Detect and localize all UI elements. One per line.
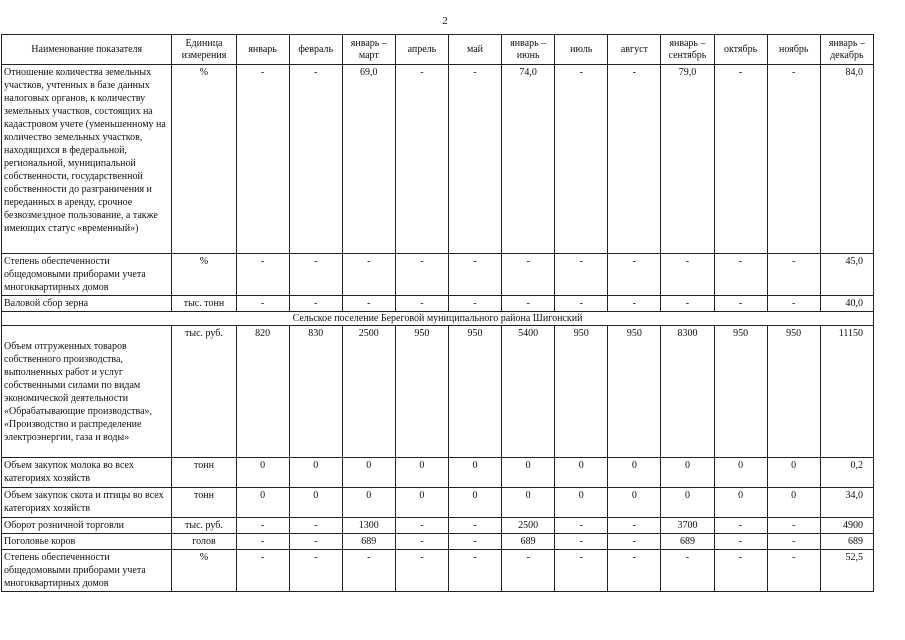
- value-cell: 2500: [342, 326, 395, 458]
- value-cell: 4900: [820, 518, 873, 534]
- value-cell: -: [395, 534, 448, 550]
- value-cell: -: [608, 296, 661, 312]
- value-cell: -: [395, 550, 448, 592]
- value-cell: -: [767, 550, 820, 592]
- table-row: [2, 488, 874, 518]
- value-cell: 0: [236, 488, 289, 518]
- value-cell: 689: [502, 534, 555, 550]
- table-row: [2, 550, 874, 592]
- value-cell: -: [714, 254, 767, 296]
- value-cell: -: [714, 518, 767, 534]
- value-cell: 11150: [820, 326, 873, 458]
- unit-cell: %: [172, 254, 236, 296]
- value-cell: -: [555, 254, 608, 296]
- indicator-name: Объем отгруженных товаров собственного производства, выполненных работ и услуг собственными силами по видам экономической деятельности «Обрабатывающие производства», «Производство и распределение электроэнергии, газа и воды»: [2, 326, 172, 458]
- value-cell: -: [236, 518, 289, 534]
- value-cell: -: [448, 65, 501, 254]
- table-row: [2, 254, 874, 296]
- value-cell: -: [502, 254, 555, 296]
- value-cell: 950: [714, 326, 767, 458]
- value-cell: 830: [289, 326, 342, 458]
- value-cell: 0: [767, 488, 820, 518]
- value-cell: -: [555, 65, 608, 254]
- value-cell: -: [661, 550, 714, 592]
- value-cell: -: [555, 296, 608, 312]
- header-month: апрель: [395, 35, 448, 65]
- header-month: январь – июнь: [502, 35, 555, 65]
- value-cell: 0: [661, 458, 714, 488]
- header-month: январь – сентябрь: [661, 35, 714, 65]
- value-cell: -: [767, 534, 820, 550]
- value-cell: -: [342, 550, 395, 592]
- value-cell: 0: [767, 458, 820, 488]
- value-cell: 45,0: [820, 254, 873, 296]
- value-cell: -: [767, 518, 820, 534]
- table-row: [2, 458, 874, 488]
- unit-cell: тонн: [172, 488, 236, 518]
- table-header-row: [2, 35, 874, 65]
- value-cell: -: [289, 254, 342, 296]
- value-cell: -: [608, 550, 661, 592]
- table-row: [2, 326, 874, 458]
- header-month: октябрь: [714, 35, 767, 65]
- value-cell: 950: [555, 326, 608, 458]
- value-cell: 69,0: [342, 65, 395, 254]
- value-cell: -: [608, 534, 661, 550]
- value-cell: -: [714, 550, 767, 592]
- indicator-name: Оборот розничной торговли: [2, 518, 172, 534]
- table-body: [2, 65, 874, 592]
- header-name: Наименование показателя: [2, 35, 172, 65]
- section-title: Сельское поселение Береговой муниципального района Шигонский: [2, 312, 874, 326]
- value-cell: 79,0: [661, 65, 714, 254]
- value-cell: 52,5: [820, 550, 873, 592]
- unit-cell: %: [172, 550, 236, 592]
- unit-cell: тонн: [172, 458, 236, 488]
- unit-cell: тыс. руб.: [172, 326, 236, 458]
- unit-cell: голов: [172, 534, 236, 550]
- value-cell: -: [236, 296, 289, 312]
- value-cell: -: [289, 550, 342, 592]
- value-cell: 0: [714, 488, 767, 518]
- value-cell: -: [608, 518, 661, 534]
- value-cell: 0: [448, 458, 501, 488]
- value-cell: 0: [236, 458, 289, 488]
- value-cell: -: [608, 65, 661, 254]
- value-cell: 3700: [661, 518, 714, 534]
- value-cell: 0: [395, 458, 448, 488]
- value-cell: -: [236, 254, 289, 296]
- value-cell: 0: [608, 458, 661, 488]
- value-cell: -: [661, 254, 714, 296]
- value-cell: 0: [395, 488, 448, 518]
- value-cell: -: [767, 254, 820, 296]
- value-cell: -: [289, 296, 342, 312]
- value-cell: 689: [661, 534, 714, 550]
- value-cell: -: [236, 534, 289, 550]
- value-cell: -: [236, 550, 289, 592]
- value-cell: -: [395, 518, 448, 534]
- header-month: февраль: [289, 35, 342, 65]
- value-cell: -: [342, 296, 395, 312]
- value-cell: -: [555, 550, 608, 592]
- page-number: 2: [442, 15, 448, 27]
- indicator-name: Отношение количества земельных участков, учтенных в базе данных налоговых органов, к количеству земельных участков, состоящих на кадастровом учете (уменьшенному на количество земельных участков, находящихся в федеральной, региональной, муниципальной собственности, государственной собственности до разграничения и переданных в аренду, срочное безвозмездное пользование, а также имеющих статус «временный»): [2, 65, 172, 254]
- value-cell: 0: [289, 458, 342, 488]
- value-cell: -: [395, 65, 448, 254]
- value-cell: 689: [342, 534, 395, 550]
- header-month: ноябрь: [767, 35, 820, 65]
- value-cell: 34,0: [820, 488, 873, 518]
- value-cell: 0: [502, 488, 555, 518]
- value-cell: 0: [555, 488, 608, 518]
- value-cell: 74,0: [502, 65, 555, 254]
- value-cell: 0,2: [820, 458, 873, 488]
- value-cell: -: [767, 65, 820, 254]
- value-cell: -: [714, 65, 767, 254]
- value-cell: 0: [342, 488, 395, 518]
- value-cell: 0: [555, 458, 608, 488]
- value-cell: 0: [608, 488, 661, 518]
- table-row: [2, 296, 874, 312]
- value-cell: -: [448, 550, 501, 592]
- value-cell: -: [714, 534, 767, 550]
- value-cell: 8300: [661, 326, 714, 458]
- value-cell: 0: [342, 458, 395, 488]
- header-month: июль: [555, 35, 608, 65]
- header-month: январь – март: [342, 35, 395, 65]
- header-month: август: [608, 35, 661, 65]
- header-unit: Единица измерения: [172, 35, 236, 65]
- value-cell: 950: [448, 326, 501, 458]
- header-month: январь – декабрь: [820, 35, 873, 65]
- indicator-name: Объем закупок молока во всех категориях хозяйств: [2, 458, 172, 488]
- table-row: [2, 65, 874, 254]
- value-cell: 689: [820, 534, 873, 550]
- indicator-name: Степень обеспеченности общедомовыми приборами учета многоквартирных домов: [2, 550, 172, 592]
- value-cell: 84,0: [820, 65, 873, 254]
- value-cell: -: [448, 254, 501, 296]
- value-cell: 40,0: [820, 296, 873, 312]
- value-cell: -: [342, 254, 395, 296]
- value-cell: -: [289, 518, 342, 534]
- value-cell: -: [448, 518, 501, 534]
- value-cell: -: [448, 296, 501, 312]
- indicator-name: Валовой сбор зерна: [2, 296, 172, 312]
- value-cell: -: [555, 534, 608, 550]
- value-cell: 950: [608, 326, 661, 458]
- section-row: [2, 312, 874, 326]
- value-cell: 950: [395, 326, 448, 458]
- value-cell: -: [395, 296, 448, 312]
- indicator-name: Поголовье коров: [2, 534, 172, 550]
- value-cell: -: [714, 296, 767, 312]
- header-month: январь: [236, 35, 289, 65]
- indicator-name: Объем закупок скота и птицы во всех категориях хозяйств: [2, 488, 172, 518]
- value-cell: 0: [448, 488, 501, 518]
- value-cell: 0: [714, 458, 767, 488]
- value-cell: -: [661, 296, 714, 312]
- table-row: [2, 534, 874, 550]
- value-cell: 5400: [502, 326, 555, 458]
- table-row: [2, 518, 874, 534]
- unit-cell: %: [172, 65, 236, 254]
- header-month: май: [448, 35, 501, 65]
- unit-cell: тыс. руб.: [172, 518, 236, 534]
- indicator-name: Степень обеспеченности общедомовыми приборами учета многоквартирных домов: [2, 254, 172, 296]
- indicators-table: [1, 34, 874, 592]
- value-cell: 0: [289, 488, 342, 518]
- value-cell: 950: [767, 326, 820, 458]
- value-cell: 0: [661, 488, 714, 518]
- value-cell: 820: [236, 326, 289, 458]
- value-cell: -: [608, 254, 661, 296]
- value-cell: 1300: [342, 518, 395, 534]
- value-cell: -: [236, 65, 289, 254]
- value-cell: -: [448, 534, 501, 550]
- value-cell: -: [395, 254, 448, 296]
- value-cell: -: [289, 65, 342, 254]
- value-cell: 0: [502, 458, 555, 488]
- value-cell: -: [767, 296, 820, 312]
- unit-cell: тыс. тонн: [172, 296, 236, 312]
- value-cell: -: [502, 296, 555, 312]
- value-cell: -: [555, 518, 608, 534]
- value-cell: 2500: [502, 518, 555, 534]
- value-cell: -: [502, 550, 555, 592]
- value-cell: -: [289, 534, 342, 550]
